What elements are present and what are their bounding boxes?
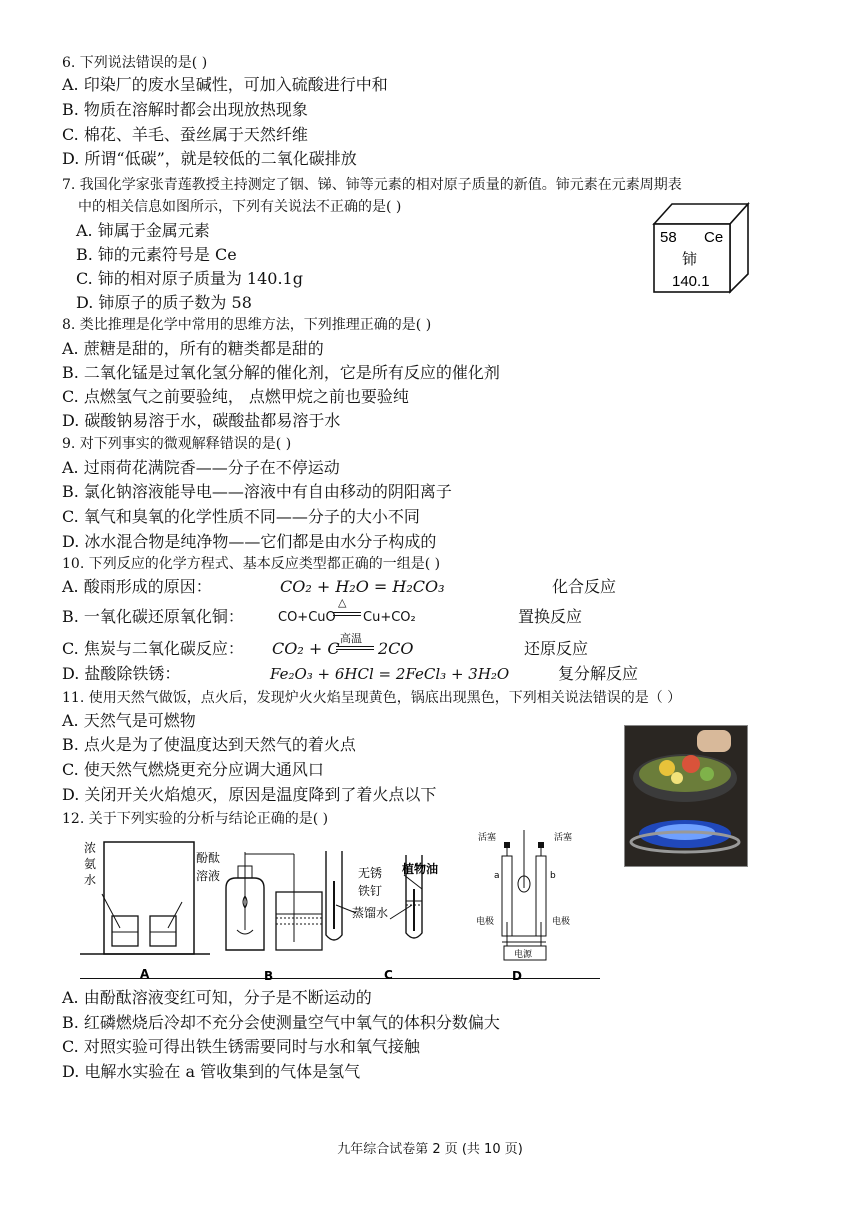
figure-a-caption: A	[140, 967, 150, 981]
q6-option-b: B. 物质在溶解时都会出现放热现象	[62, 100, 308, 119]
q9-option-a: A. 过雨荷花满院香——分子在不停运动	[62, 458, 340, 477]
q6-stem: 6. 下列说法错误的是( )	[62, 55, 208, 71]
q12-option-b: B. 红磷燃烧后冷却不充分会使测量空气中氧气的体积分数偏大	[62, 1013, 500, 1032]
q6-option-c: C. 棉花、羊毛、蚕丝属于天然纤维	[62, 125, 308, 144]
q10-row-b-double-line	[333, 612, 361, 616]
figure-b-caption: B	[264, 969, 274, 982]
figure-d-label-valve-right: 活塞	[554, 833, 573, 843]
q12-stem: 12. 关于下列实验的分析与结论正确的是( )	[62, 811, 329, 827]
q10-row-c-label: C. 焦炭与二氧化碳反应：	[62, 639, 244, 658]
q7-option-c: C. 铈的相对原子质量为 140.1g	[76, 269, 303, 288]
q7-option-a: A. 铈属于金属元素	[76, 221, 210, 240]
q10-row-c-eq-right: 2CO	[378, 639, 414, 658]
q7-option-b: B. 铈的元素符号是 Ce	[76, 245, 237, 264]
q11-option-d: D. 关闭开关火焰熄灭，原因是温度降到了着火点以下	[62, 785, 437, 804]
figure-d	[474, 826, 584, 982]
figure-d-label-b: b	[550, 871, 556, 881]
figure-c-caption: C	[384, 968, 393, 981]
q7-option-d: D. 铈原子的质子数为 58	[76, 293, 252, 312]
q12-option-c: C. 对照实验可得出铁生锈需要同时与水和氧气接触	[62, 1037, 420, 1056]
q11-stem: 11. 使用天然气做饭，点火后，发现炉火火焰呈现黄色，锅底出现黑色，下列相关说法错误的是（ ）	[62, 690, 682, 706]
q7-stem-line2: 中的相关信息如图所示，下列有关说法不正确的是( )	[78, 199, 402, 215]
q10-stem: 10. 下列反应的化学方程式、基本反应类型都正确的一组是( )	[62, 556, 441, 572]
q10-row-b-eq-left: CO+CuO	[278, 610, 336, 625]
figure-d-label-valve-left: 活塞	[478, 833, 497, 843]
figure-c	[320, 845, 450, 981]
figure-d-label-a: a	[494, 871, 500, 881]
figure-c-label-nail: 铁钉	[358, 884, 383, 898]
q9-option-c: C. 氧气和臭氧的化学性质不同——分子的大小不同	[62, 507, 420, 526]
element-symbol: Ce	[704, 229, 724, 246]
q10-row-a-equation: CO₂ + H₂O = H₂CO₃	[280, 577, 445, 596]
q12-option-d: D. 电解水实验在 a 管收集到的气体是氢气	[62, 1062, 361, 1081]
q10-row-a-label: A. 酸雨形成的原因：	[62, 577, 212, 596]
q11-option-a: A. 天然气是可燃物	[62, 711, 196, 730]
stove-flame-photo	[624, 725, 748, 867]
element-number: 58	[660, 229, 677, 246]
figure-b	[214, 848, 334, 982]
figure-d-label-electrode-right: 电极	[552, 917, 571, 927]
figure-d-caption: D	[512, 969, 522, 982]
q11-option-b: B. 点火是为了使温度达到天然气的着火点	[62, 735, 356, 754]
q10-row-a-type: 化合反应	[552, 577, 617, 596]
q6-option-d: D. 所谓“低碳”，就是较低的二氧化碳排放	[62, 149, 357, 168]
q8-stem: 8. 类比推理是化学中常用的思维方法，下列推理正确的是( )	[62, 317, 432, 333]
q10-row-b-type: 置换反应	[518, 607, 583, 626]
q8-option-a: A. 蔗糖是甜的，所有的糖类都是甜的	[62, 339, 324, 358]
q10-row-d-type: 复分解反应	[558, 664, 639, 683]
figure-a-left-label-2: 氨	[84, 857, 97, 871]
figure-d-label-electrode-left: 电极	[476, 917, 495, 927]
figure-a-left-label-1: 浓	[84, 841, 97, 855]
q8-option-d: D. 碳酸钠易溶于水，碳酸盐都易溶于水	[62, 411, 341, 430]
q10-row-b-eq-right: Cu+CO₂	[363, 610, 416, 625]
q10-row-d-equation: Fe₂O₃ + 6HCl = 2FeCl₃ + 3H₂O	[270, 665, 510, 683]
q8-option-b: B. 二氧化锰是过氧化氢分解的催化剂，它是所有反应的催化剂	[62, 363, 500, 382]
q10-row-c-eq-left: CO₂ + C	[272, 639, 340, 658]
q10-row-b-label: B. 一氧化碳还原氧化铜：	[62, 607, 244, 626]
element-mass: 140.1	[672, 273, 710, 290]
q10-row-d-label: D. 盐酸除铁锈：	[62, 664, 181, 683]
figure-c-label-oil: 植物油	[402, 862, 439, 876]
figure-a-left-label-3: 水	[84, 873, 97, 887]
q10-row-b-condition: △	[338, 596, 347, 609]
element-name: 铈	[682, 251, 698, 268]
figure-a-right-label-1: 酚酞	[196, 851, 220, 865]
q6-option-a: A. 印染厂的废水呈碱性，可加入硫酸进行中和	[62, 75, 388, 94]
q11-option-c: C. 使天然气燃烧更充分应调大通风口	[62, 760, 324, 779]
q9-option-d: D. 冰水混合物是纯净物——它们都是由水分子构成的	[62, 532, 437, 551]
q10-row-c-type: 还原反应	[524, 639, 589, 658]
q12-option-a: A. 由酚酞溶液变红可知，分子是不断运动的	[62, 988, 372, 1007]
q10-row-c-double-line	[336, 646, 374, 650]
q9-stem: 9. 对下列事实的微观解释错误的是( )	[62, 436, 292, 452]
q7-stem-line1: 7. 我国化学家张青莲教授主持测定了铟、锑、铈等元素的相对原子质量的新值。铈元素在元素周期表	[62, 177, 682, 193]
element-cube	[648, 200, 754, 296]
q9-option-b: B. 氯化钠溶液能导电——溶液中有自由移动的阴阳离子	[62, 482, 452, 501]
figure-c-label-water: 蒸馏水	[352, 906, 389, 920]
figure-a-right-label-2: 溶液	[196, 869, 220, 883]
figure-c-label-rustfree: 无锈	[358, 866, 383, 880]
q10-row-c-condition: 高温	[340, 632, 362, 645]
figure-d-label-power: 电源	[514, 950, 533, 960]
q8-option-c: C. 点燃氢气之前要验纯， 点燃甲烷之前也要验纯	[62, 387, 409, 406]
figure-a	[80, 832, 220, 982]
page-footer: 九年综合试卷第 2 页 (共 10 页)	[337, 1142, 523, 1157]
